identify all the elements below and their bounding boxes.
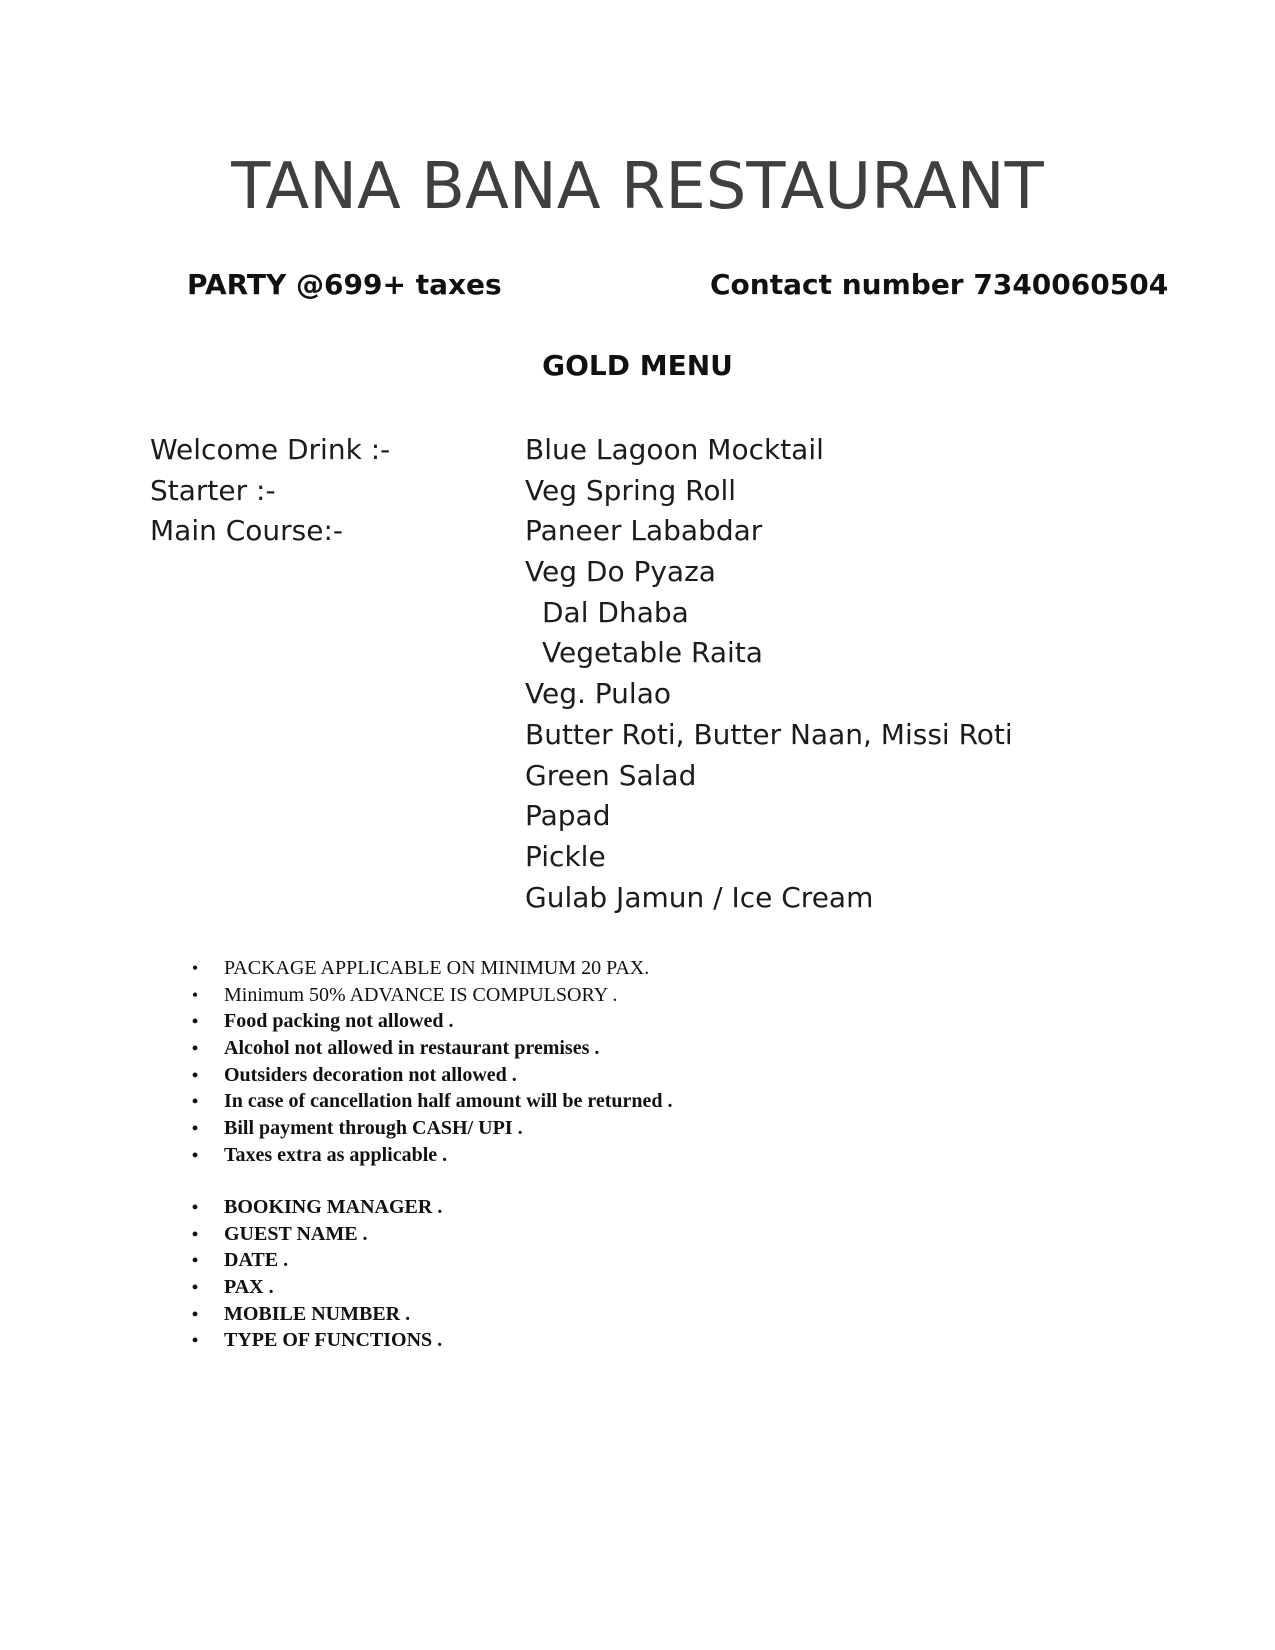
list-item	[188, 955, 673, 982]
bullet-icon: •	[191, 984, 199, 1005]
menu-item: Butter Roti, Butter Naan, Missi Roti	[525, 717, 1013, 751]
list-item	[188, 1008, 673, 1035]
contact-number: Contact number 7340060504	[710, 268, 1169, 301]
menu-item: Veg Do Pyaza	[525, 555, 716, 589]
bullet-icon: •	[191, 1011, 199, 1032]
course-label: Welcome Drink :-	[150, 433, 391, 466]
menu-item: Dal Dhaba	[542, 595, 689, 629]
list-item	[188, 982, 673, 1009]
party-price: PARTY @699+ taxes	[187, 268, 502, 301]
bullet-icon: •	[191, 1144, 199, 1165]
term-text: Outsiders decoration not allowed .	[224, 1063, 517, 1086]
menu-item: Gulab Jamun / Ice Cream	[525, 880, 874, 914]
terms-list	[188, 955, 673, 1169]
bullet-icon: •	[191, 1038, 199, 1059]
booking-field-label: MOBILE NUMBER .	[224, 1302, 411, 1325]
bullet-icon: •	[191, 1064, 199, 1085]
booking-fields-list	[188, 1194, 442, 1354]
menu-item: Paneer Lababdar	[525, 514, 763, 548]
menu-item: Papad	[525, 799, 611, 833]
list-item	[188, 1088, 673, 1115]
bullet-icon: •	[191, 1250, 199, 1271]
term-text: PACKAGE APPLICABLE ON MINIMUM 20 PAX.	[224, 957, 650, 979]
bullet-icon: •	[191, 1118, 199, 1139]
menu-title: GOLD MENU	[542, 349, 733, 382]
list-item	[188, 1327, 442, 1354]
list-item	[188, 1142, 673, 1169]
term-text: In case of cancellation half amount will be returned .	[224, 1090, 673, 1113]
booking-field-label: DATE .	[224, 1249, 289, 1272]
menu-items	[525, 430, 1013, 918]
list-item	[188, 1274, 442, 1301]
bullet-icon: •	[191, 1303, 199, 1324]
bullet-icon: •	[191, 1330, 199, 1351]
restaurant-title: TANA BANA RESTAURANT	[231, 150, 1044, 224]
booking-field-label: GUEST NAME .	[224, 1222, 368, 1245]
menu-item: Pickle	[525, 839, 606, 873]
list-item	[188, 1035, 673, 1062]
bullet-icon: •	[191, 1197, 199, 1217]
booking-field-label: PAX .	[224, 1276, 274, 1299]
menu-item: Veg. Pulao	[525, 677, 671, 711]
bullet-icon: •	[191, 958, 199, 978]
list-item	[188, 1194, 442, 1221]
term-text: Food packing not allowed .	[224, 1010, 454, 1033]
bullet-icon: •	[191, 1277, 199, 1298]
term-text: Minimum 50% ADVANCE IS COMPULSORY .	[224, 983, 618, 1006]
bullet-icon: •	[191, 1223, 199, 1244]
booking-field-label: BOOKING MANAGER .	[224, 1196, 443, 1218]
menu-item: Veg Spring Roll	[525, 473, 737, 507]
list-item	[188, 1247, 442, 1274]
term-text: Alcohol not allowed in restaurant premises .	[224, 1037, 600, 1060]
menu-item: Green Salad	[525, 758, 697, 792]
list-item	[188, 1115, 673, 1142]
course-label: Main Course:-	[150, 514, 344, 548]
bullet-icon: •	[191, 1091, 199, 1112]
term-text: Bill payment through CASH/ UPI .	[224, 1117, 523, 1140]
list-item	[188, 1062, 673, 1089]
course-labels	[150, 430, 390, 552]
booking-field-label: TYPE OF FUNCTIONS .	[224, 1329, 443, 1352]
course-label: Starter :-	[150, 473, 276, 507]
term-text: Taxes extra as applicable .	[224, 1143, 448, 1166]
menu-item: Vegetable Raita	[542, 636, 763, 670]
menu-item: Blue Lagoon Mocktail	[525, 433, 824, 466]
list-item	[188, 1221, 442, 1248]
list-item	[188, 1301, 442, 1328]
